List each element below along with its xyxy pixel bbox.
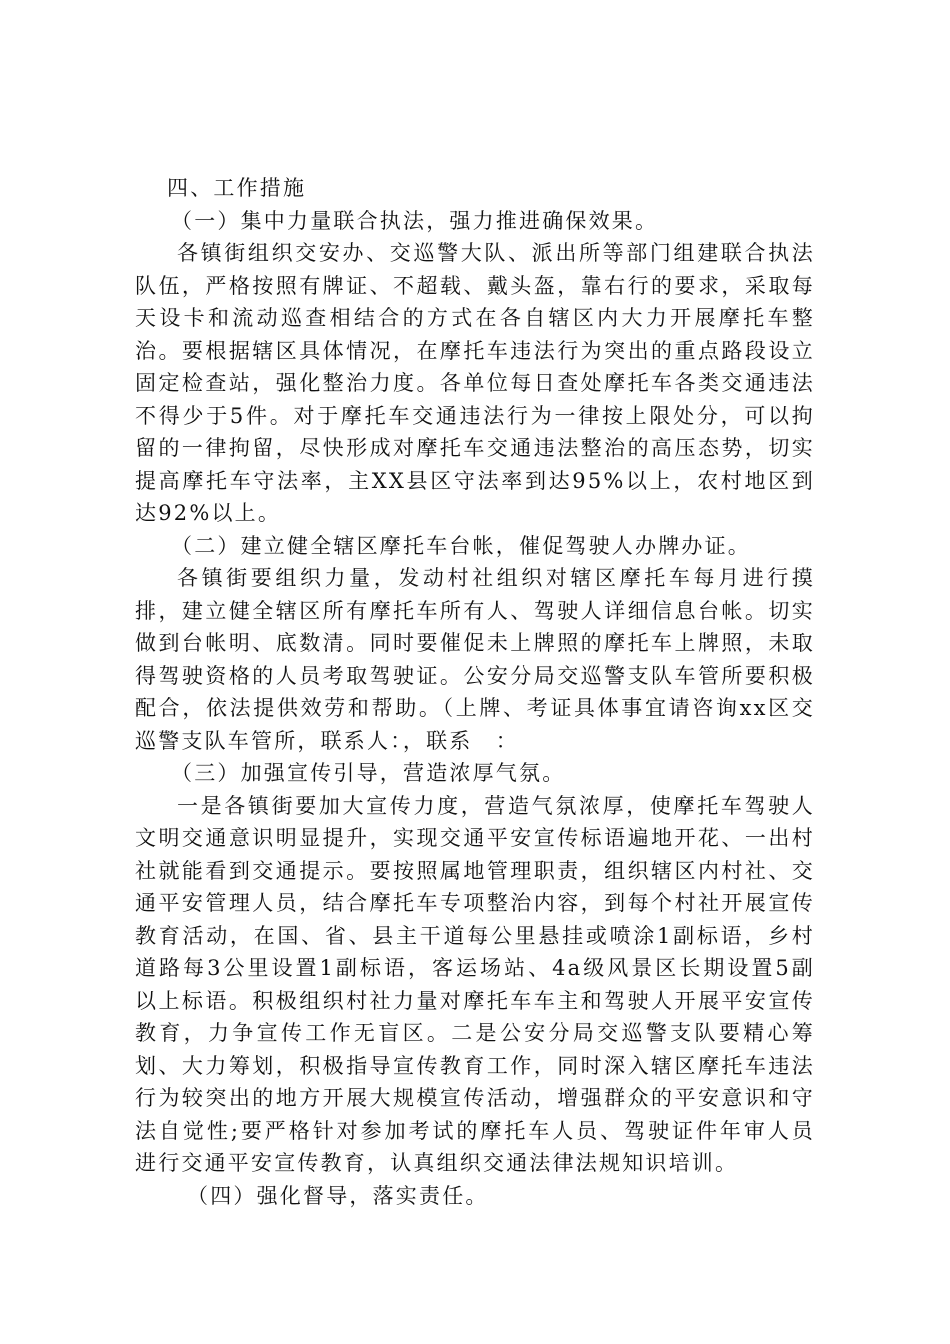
subheading-1: （一）集中力量联合执法，强力推进确保效果。 (171, 208, 659, 233)
document-body (135, 172, 815, 1212)
paragraph-3: 一是各镇街要加大宣传力度，营造气氛浓厚，使摩托车驾驶人文明交通意识明显提升，实现交通平安宣传标语遍地开花、一出村社就能看到交通提示。要按照属地管理职责，组织辖区内村社、交通平安管理人员，结合摩托车专项整治内容，到每个村社开展宣传教育活动，在国、省、县主干道每公里悬挂或喷涂1副标语，乡村道路每3公里设置1副标语，客运场站、4a级风景区长期设置5副以上标语。积极组织村社力量对摩托车车主和驾驶人开展平安宣传教育，力争宣传工作无盲区。二是公安分局交巡警支队要精心筹划、大力筹划，积极指导宣传教育工作，同时深入辖区摩托车违法行为较突出的地方开展大规模宣传活动，增强群众的平安意识和守法自觉性;要严格针对参加考试的摩托车人员、驾驶证件年审人员进行交通平安宣传教育，认真组织交通法律法规知识培训。 (135, 793, 815, 1175)
subheading-2: （二）建立健全辖区摩托车台帐，催促驾驶人办牌办证。 (171, 533, 751, 558)
subheading-4: （四）强化督导，落实责任。 (187, 1183, 489, 1208)
paragraph-1: 各镇街组织交安办、交巡警大队、派出所等部门组建联合执法队伍，严格按照有牌证、不超载、戴头盔，靠右行的要求，采取每天设卡和流动巡查相结合的方式在各自辖区内大力开展摩托车整治。要根据辖区具体情况，在摩托车违法行为突出的重点路段设立固定检查站，强化整治力度。各单位每日查处摩托车各类交通违法不得少于5件。对于摩托车交通违法行为一律按上限处分，可以拘留的一律拘留，尽快形成对摩托车交通违法整治的高压态势，切实提高摩托车守法率，主XX县区守法率到达95%以上，农村地区到达92%以上。 (135, 241, 815, 525)
paragraph-2: 各镇街要组织力量，发动村社组织对辖区摩托车每月进行摸排，建立健全辖区所有摩托车所有人、驾驶人详细信息台帐。切实做到台帐明、底数清。同时要催促未上牌照的摩托车上牌照，未取得驾驶资格的人员考取驾驶证。公安分局交巡警支队车管所要积极配合，依法提供效劳和帮助。（上牌、考证具体事宜请咨询xx区交巡警支队车管所，联系人：，联系 ： (135, 566, 815, 753)
subheading-3: （三）加强宣传引导，营造浓厚气氛。 (171, 761, 566, 785)
section-heading: 四、工作措施 (167, 176, 307, 200)
